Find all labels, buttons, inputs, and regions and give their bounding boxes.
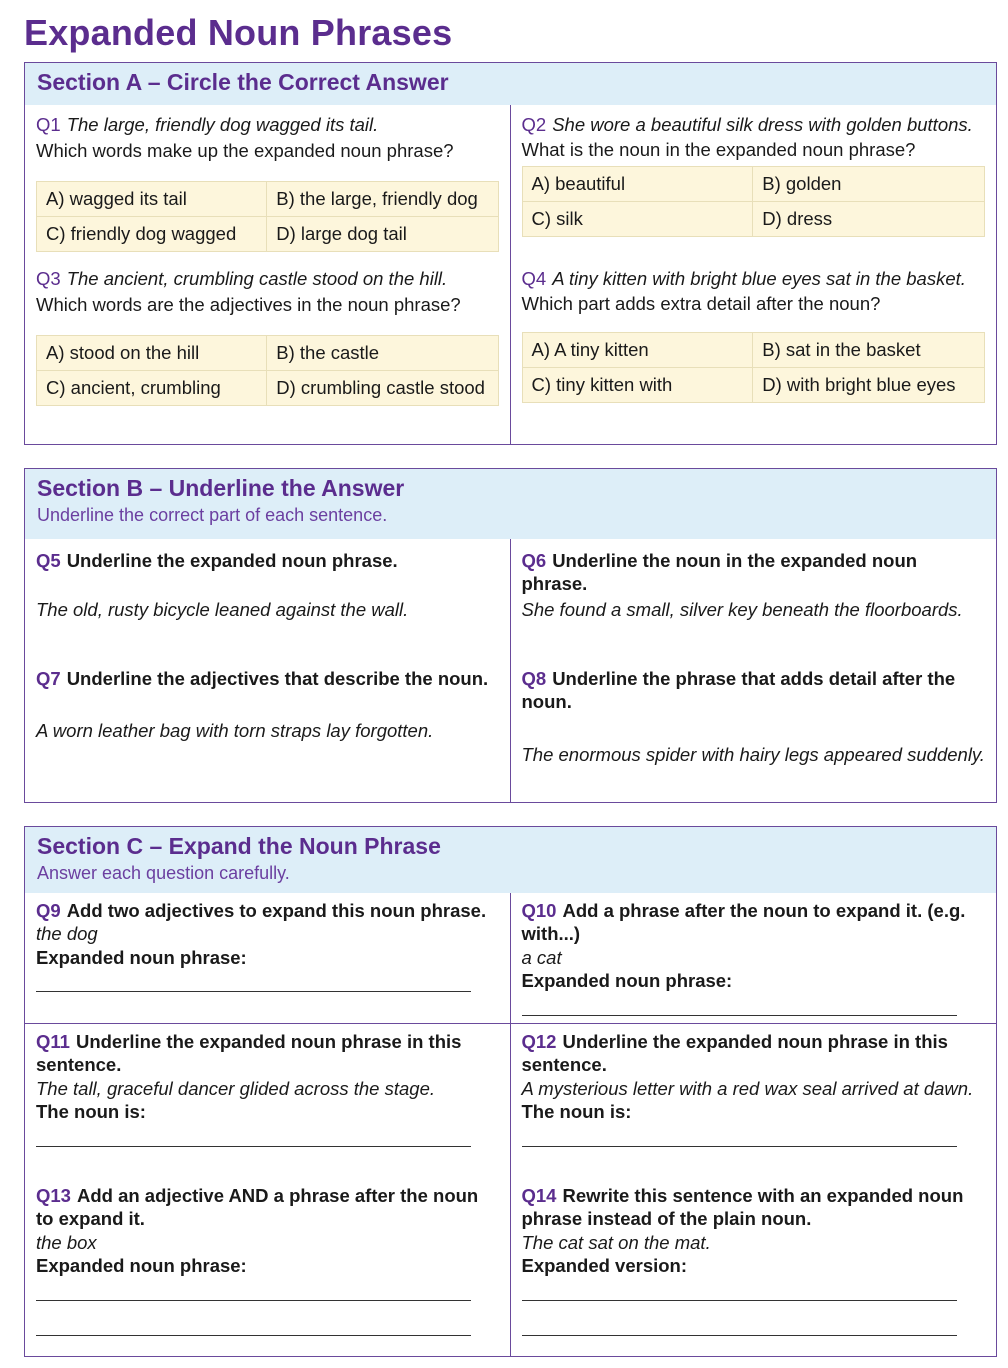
q9-given: the dog (36, 923, 98, 945)
q14-answer-line-2[interactable] (522, 1335, 957, 1336)
question-q14 (511, 1178, 997, 1356)
q13-given: the box (36, 1231, 97, 1253)
q8-number: Q8 (521, 668, 547, 689)
q13-number: Q13 (36, 1185, 71, 1206)
q14-instruction: Rewrite this sentence with an expanded noun phrase instead of the plain noun. (521, 1185, 964, 1230)
q11-answer-line[interactable] (36, 1146, 471, 1147)
q14-answer-label: Expanded version: (521, 1255, 688, 1277)
q13-answer-label: Expanded noun phrase: (36, 1255, 247, 1277)
question-q3 (25, 261, 511, 444)
q2-option-a[interactable]: A) beautiful (523, 167, 754, 202)
q4-number: Q4 (521, 268, 547, 289)
q2-sentence: She wore a beautiful silk dress with golden buttons. (552, 114, 973, 135)
section-b-title: Section B – Underline the Answer (37, 475, 405, 501)
q3-sentence: The ancient, crumbling castle stood on the hill. (66, 268, 448, 289)
q14-number: Q14 (521, 1185, 557, 1206)
q4-prompt: Which part adds extra detail after the noun? (521, 293, 881, 315)
q7-sentence: A worn leather bag with torn straps lay forgotten. (36, 720, 434, 742)
q1-prompt: Which words make up the expanded noun phrase? (36, 140, 454, 162)
q13-answer-line-2[interactable] (36, 1335, 471, 1336)
q3-prompt: Which words are the adjectives in the noun phrase? (36, 294, 461, 316)
section-c-header (25, 827, 996, 893)
q4-option-c[interactable]: C) tiny kitten with (523, 368, 754, 402)
q8-instruction: Underline the phrase that adds detail after the noun. (521, 668, 956, 713)
question-q4 (511, 261, 997, 444)
q4-sentence: A tiny kitten with bright blue eyes sat in the basket. (552, 268, 966, 289)
q5-sentence: The old, rusty bicycle leaned against the wall. (36, 599, 409, 621)
q1-option-b[interactable]: B) the large, friendly dog (267, 182, 497, 217)
q2-number: Q2 (521, 114, 547, 135)
question-q2 (511, 105, 997, 261)
section-a (24, 62, 997, 445)
q11-number: Q11 (36, 1031, 70, 1052)
q9-instruction: Add two adjectives to expand this noun phrase. (66, 900, 487, 921)
q12-answer-label: The noun is: (521, 1101, 632, 1123)
q14-given: The cat sat on the mat. (521, 1231, 711, 1253)
q2-prompt: What is the noun in the expanded noun phrase? (521, 139, 916, 161)
q1-options (36, 181, 499, 252)
section-b-subtitle: Underline the correct part of each sentence. (37, 505, 388, 525)
q12-given: A mysterious letter with a red wax seal arrived at dawn. (521, 1077, 974, 1099)
q11-answer-label: The noun is: (36, 1101, 146, 1123)
q6-number: Q6 (521, 550, 547, 571)
q3-option-c[interactable]: C) ancient, crumbling (37, 371, 267, 405)
q11-given: The tall, graceful dancer glided across the stage. (36, 1077, 436, 1099)
q10-answer-label: Expanded noun phrase: (521, 970, 733, 992)
q8-sentence: The enormous spider with hairy legs appeared suddenly. (521, 743, 985, 765)
q4-option-a[interactable]: A) A tiny kitten (523, 333, 754, 368)
q1-option-c[interactable]: C) friendly dog wagged (37, 217, 267, 251)
q5-instruction: Underline the expanded noun phrase. (66, 550, 398, 571)
question-q8 (511, 657, 997, 802)
q11-instruction: Underline the expanded noun phrase in this sentence. (36, 1031, 462, 1076)
q10-number: Q10 (521, 900, 557, 921)
question-q6 (511, 539, 997, 657)
q5-number: Q5 (36, 550, 61, 571)
q9-number: Q9 (36, 900, 61, 921)
q4-option-b[interactable]: B) sat in the basket (753, 333, 984, 368)
section-a-header (25, 63, 996, 105)
question-q9 (25, 893, 511, 1024)
question-q1 (25, 105, 511, 261)
q9-answer-label: Expanded noun phrase: (36, 946, 247, 968)
q7-number: Q7 (36, 668, 61, 689)
q13-instruction: Add an adjective AND a phrase after the noun to expand it. (36, 1185, 479, 1230)
q4-options (522, 332, 986, 403)
q3-options (36, 335, 499, 406)
q6-sentence: She found a small, silver key beneath the floorboards. (521, 598, 963, 620)
q1-sentence: The large, friendly dog wagged its tail. (66, 114, 379, 135)
page-title: Expanded Noun Phrases (24, 12, 453, 53)
section-c-subtitle: Answer each question carefully. (37, 863, 290, 883)
q2-option-b[interactable]: B) golden (753, 167, 984, 202)
q10-given: a cat (521, 946, 562, 968)
q2-option-c[interactable]: C) silk (523, 202, 754, 236)
q4-option-d[interactable]: D) with bright blue eyes (762, 374, 956, 396)
question-q10 (511, 893, 997, 1024)
section-b-header (25, 469, 996, 539)
q3-option-d[interactable]: D) crumbling castle stood (276, 377, 485, 399)
question-q12 (511, 1024, 997, 1178)
q1-option-d[interactable]: D) large dog tail (276, 223, 407, 245)
q7-instruction: Underline the adjectives that describe the noun. (66, 668, 489, 689)
section-a-title: Section A – Circle the Correct Answer (37, 69, 449, 95)
section-b (24, 468, 997, 803)
q12-instruction: Underline the expanded noun phrase in this sentence. (521, 1031, 948, 1076)
question-q5 (25, 539, 511, 657)
q12-number: Q12 (521, 1031, 557, 1052)
q14-answer-line-1[interactable] (522, 1300, 957, 1301)
q9-answer-line[interactable] (36, 991, 471, 992)
q3-option-a[interactable]: A) stood on the hill (37, 336, 267, 371)
q10-answer-line[interactable] (522, 1015, 957, 1016)
q1-option-a[interactable]: A) wagged its tail (37, 182, 267, 217)
question-q7 (25, 657, 511, 802)
section-c (24, 826, 997, 1357)
question-q11 (25, 1024, 511, 1178)
q3-number: Q3 (36, 268, 61, 289)
q12-answer-line[interactable] (522, 1146, 957, 1147)
question-q13 (25, 1178, 511, 1356)
q3-option-b[interactable]: B) the castle (267, 336, 497, 371)
q6-instruction: Underline the noun in the expanded noun phrase. (521, 550, 918, 595)
q2-options (522, 166, 986, 237)
section-c-title: Section C – Expand the Noun Phrase (37, 833, 441, 859)
q10-instruction: Add a phrase after the noun to expand it. (e.g. with...) (521, 900, 966, 945)
q1-number: Q1 (36, 114, 61, 135)
q13-answer-line-1[interactable] (36, 1300, 471, 1301)
q2-option-d[interactable]: D) dress (762, 208, 833, 230)
